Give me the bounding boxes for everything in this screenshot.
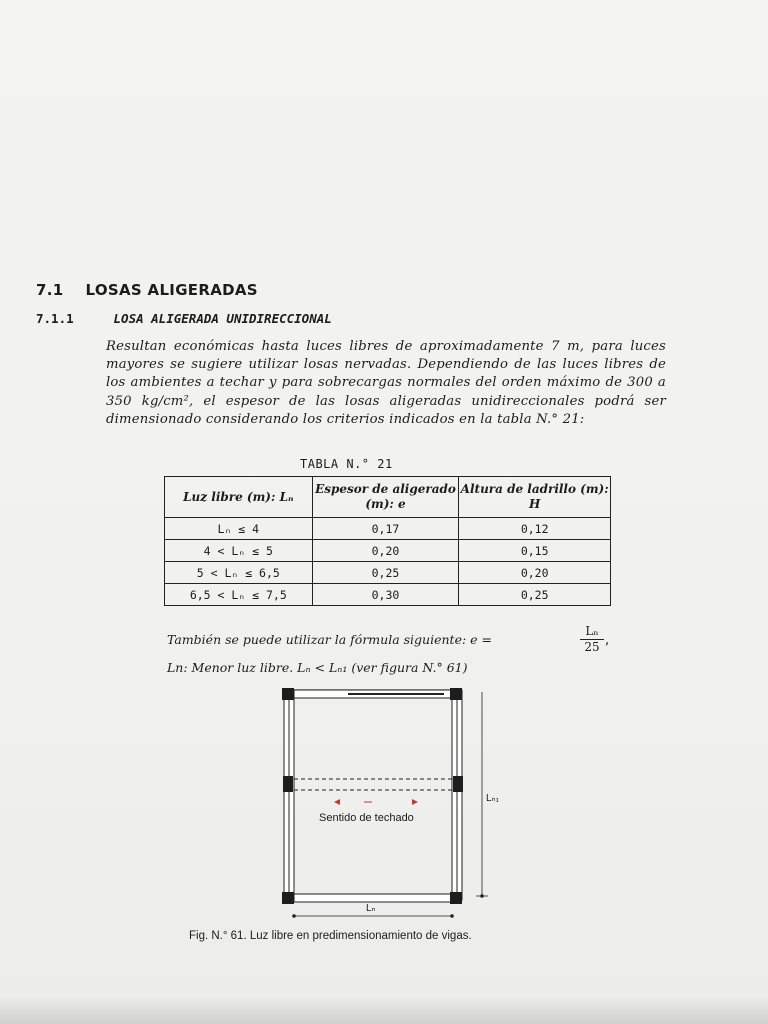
slab-outline	[286, 690, 456, 900]
table-row	[165, 584, 611, 606]
fraction-numerator: Lₙ	[580, 624, 604, 640]
direction-label: Sentido de techado	[319, 812, 414, 824]
figure-caption: Fig. N.° 61. Luz libre en predimensionamiento de vigas.	[189, 930, 472, 942]
table-caption: TABLA N.° 21	[300, 457, 393, 471]
header-span: Luz libre (m): Lₙ	[165, 477, 313, 518]
span-label-ln: Lₙ	[366, 903, 376, 914]
dimension-dot	[292, 914, 296, 918]
table-cell: 0,17	[312, 518, 459, 540]
column-top-right	[450, 688, 462, 700]
formula-comma: ,	[605, 633, 610, 648]
table-cell: 0,25	[312, 562, 459, 584]
dimension-dot	[480, 894, 484, 898]
table-cell: 0,30	[312, 584, 459, 606]
subsection-number: 7.1.1	[36, 311, 74, 326]
formula-text: También se puede utilizar la fórmula siguiente: e =	[167, 632, 492, 647]
column-mid-right	[453, 776, 463, 792]
arrow-left-icon	[334, 799, 340, 805]
table-cell: 0,20	[312, 540, 459, 562]
fraction-denominator: 25	[584, 640, 600, 654]
body-paragraph: Resultan económicas hasta luces libres de aproximadamente 7 m, para luces mayores se sugiere utilizar losas nervadas. Dependiendo de las luces libres de los ambientes a techar y para sobrecargas normales del orden máximo de 300 a 350 kg/cm², el espesor de las losas aligeradas unidireccionales podrá ser dimensionado considerando los criterios indicados en la tabla N.° 21:	[106, 339, 666, 427]
page-bottom-shadow	[0, 996, 768, 1024]
span-label-ln1: Lₙ₁	[486, 793, 499, 804]
column-bottom-left	[282, 892, 294, 904]
slab-thickness-table	[164, 476, 611, 606]
column-bottom-right	[450, 892, 462, 904]
beam-plan-figure	[276, 684, 506, 924]
bottom-beam	[294, 894, 452, 902]
dimension-dot	[450, 914, 454, 918]
table-cell: 0,12	[459, 518, 611, 540]
table-cell: 0,20	[459, 562, 611, 584]
note-text: Ln: Menor luz libre. Lₙ < Lₙ₁ (ver figura N.° 61)	[167, 660, 468, 675]
table-row	[165, 562, 611, 584]
table-cell: 0,25	[459, 584, 611, 606]
table-cell: 6,5 < Lₙ ≤ 7,5	[165, 584, 313, 606]
column-top-left	[282, 688, 294, 700]
header-brick-height: Altura de ladrillo (m): H	[459, 477, 611, 518]
table-row	[165, 540, 611, 562]
column-mid-left	[283, 776, 293, 792]
table-cell: 0,15	[459, 540, 611, 562]
table-cell: Lₙ ≤ 4	[165, 518, 313, 540]
table-cell: 4 < Lₙ ≤ 5	[165, 540, 313, 562]
section-number: 7.1	[36, 281, 64, 299]
formula-fraction	[580, 624, 604, 655]
table-cell: 5 < Lₙ ≤ 6,5	[165, 562, 313, 584]
header-thickness: Espesor de aligerado (m): e	[312, 477, 459, 518]
arrow-right-icon	[412, 799, 418, 805]
section-heading	[36, 281, 258, 299]
subsection-title: LOSA ALIGERADA UNIDIRECCIONAL	[113, 311, 332, 326]
subsection-heading	[36, 311, 332, 326]
section-title: LOSAS ALIGERADAS	[85, 281, 258, 299]
table-row	[165, 518, 611, 540]
table-header-row	[165, 477, 611, 518]
